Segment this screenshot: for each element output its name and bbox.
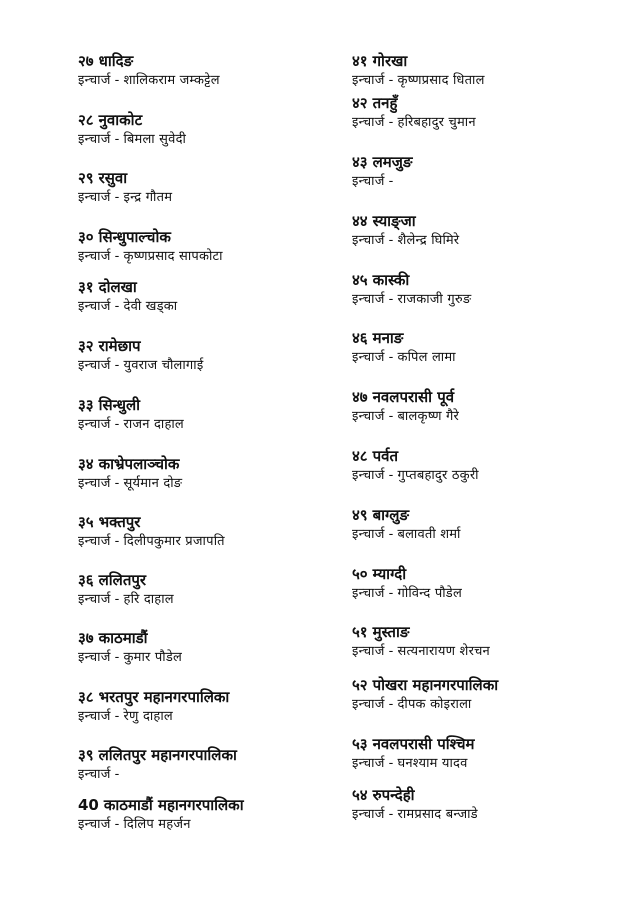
separator: - — [388, 527, 394, 542]
incharge-line — [352, 72, 632, 90]
district-number: ४५ — [352, 271, 368, 289]
district-number: ३९ — [78, 746, 94, 764]
incharge-line — [352, 349, 632, 367]
district-heading — [352, 271, 632, 290]
incharge-label: इन्चार्ज — [352, 586, 385, 601]
district-entry — [78, 455, 358, 493]
separator: - — [114, 650, 120, 665]
separator: - — [114, 817, 120, 832]
district-name: धादिङ — [98, 52, 134, 70]
district-number: २८ — [78, 111, 94, 129]
district-name: मुस्ताङ — [372, 623, 410, 641]
incharge-name: घनश्याम यादव — [397, 756, 468, 771]
separator: - — [388, 174, 394, 189]
district-name: तनहुँ — [372, 94, 398, 112]
incharge-label: इन्चार्ज — [78, 709, 111, 724]
district-heading — [352, 212, 632, 231]
district-name: म्याग्दी — [372, 565, 407, 583]
incharge-line — [78, 72, 358, 90]
district-entry — [352, 447, 632, 485]
district-heading — [352, 388, 632, 407]
district-name: सिन्धुली — [98, 396, 141, 414]
district-heading — [352, 94, 632, 113]
district-name: कास्की — [372, 271, 410, 289]
incharge-name: दिलिप महर्जन — [123, 817, 191, 832]
district-number: ३२ — [78, 337, 94, 355]
district-number: ४६ — [352, 329, 368, 347]
district-name: ललितपुर महानगरपालिका — [98, 746, 237, 764]
incharge-line — [352, 526, 632, 544]
district-entry — [78, 169, 358, 207]
incharge-line — [78, 649, 358, 667]
separator: - — [114, 299, 120, 314]
district-entry — [78, 337, 358, 375]
incharge-line — [352, 755, 632, 773]
district-number: ३६ — [78, 571, 94, 589]
district-name: बाग्लुङ — [372, 506, 409, 524]
district-heading — [352, 52, 632, 71]
district-heading — [352, 735, 632, 754]
separator: - — [114, 132, 120, 147]
district-entry — [78, 111, 358, 149]
separator: - — [388, 807, 394, 822]
incharge-line — [352, 173, 632, 191]
district-name: काभ्रेपलाञ्चोक — [98, 455, 180, 473]
incharge-label: इन्चार्ज — [352, 292, 385, 307]
incharge-label: इन्चार्ज — [352, 350, 385, 365]
district-number: ४१ — [352, 52, 368, 70]
district-name: भक्तपुर — [98, 513, 141, 531]
district-number: ३५ — [78, 513, 94, 531]
district-heading — [352, 676, 632, 695]
district-number: ४७ — [352, 388, 368, 406]
district-entry — [78, 746, 358, 784]
district-entry — [352, 735, 632, 773]
incharge-name: बिमला सुवेदी — [123, 132, 187, 147]
incharge-name: बलावती शर्मा — [397, 527, 461, 542]
separator: - — [388, 586, 394, 601]
district-number: ३० — [78, 228, 94, 246]
incharge-name: राजन दाहाल — [123, 417, 184, 432]
district-heading — [78, 746, 358, 765]
incharge-label: इन्चार्ज — [352, 174, 385, 189]
separator: - — [388, 756, 394, 771]
district-number: ५० — [352, 565, 368, 583]
district-number: ४८ — [352, 447, 368, 465]
district-name: भरतपुर महानगरपालिका — [98, 688, 230, 706]
separator: - — [114, 592, 120, 607]
district-entry — [352, 329, 632, 367]
district-heading — [78, 52, 358, 71]
district-entry — [352, 565, 632, 603]
district-entry — [78, 629, 358, 667]
district-name: नवलपरासी पूर्व — [372, 388, 455, 406]
district-name: नवलपरासी पश्चिम — [372, 735, 475, 753]
district-entry — [352, 676, 632, 714]
separator: - — [114, 249, 120, 264]
district-heading — [78, 228, 358, 247]
incharge-label: इन्चार्ज — [78, 417, 111, 432]
incharge-name: शैलेन्द्र घिमिरे — [397, 233, 460, 248]
district-number: ५३ — [352, 735, 368, 753]
incharge-line — [78, 475, 358, 493]
right-column — [352, 0, 636, 899]
separator: - — [388, 233, 394, 248]
separator: - — [114, 534, 120, 549]
incharge-label: इन्चार्ज — [78, 817, 111, 832]
district-heading — [352, 153, 632, 172]
district-number: ४४ — [352, 212, 368, 230]
incharge-line — [78, 816, 358, 834]
incharge-label: इन्चार्ज — [78, 650, 111, 665]
district-name: गोरखा — [372, 52, 408, 70]
incharge-name: हरिबहादुर चुमान — [397, 115, 476, 130]
district-number: ५२ — [352, 676, 368, 694]
district-number: ३१ — [78, 278, 94, 296]
district-name: दोलखा — [98, 278, 137, 296]
district-name: पर्वत — [372, 447, 399, 465]
incharge-line — [352, 585, 632, 603]
district-number: ३७ — [78, 629, 94, 647]
district-name: स्याङ्जा — [372, 212, 416, 230]
district-heading — [78, 111, 358, 130]
left-column — [78, 0, 378, 899]
incharge-name: देवी खड्का — [123, 299, 178, 314]
district-entry — [78, 52, 358, 90]
separator: - — [388, 350, 394, 365]
district-name: लमजुङ — [372, 153, 413, 171]
incharge-label: इन्चार्ज — [352, 527, 385, 542]
district-name: ललितपुर — [98, 571, 147, 589]
district-entry — [352, 153, 632, 191]
district-heading — [78, 278, 358, 297]
incharge-name: हरि दाहाल — [123, 592, 174, 607]
incharge-line — [352, 408, 632, 426]
district-entry — [352, 94, 632, 132]
district-heading — [78, 337, 358, 356]
incharge-name: रेणु दाहाल — [123, 709, 173, 724]
incharge-line — [78, 357, 358, 375]
district-entry — [78, 513, 358, 551]
district-entry — [78, 571, 358, 609]
district-entry — [78, 396, 358, 434]
separator: - — [388, 409, 394, 424]
district-number: ४३ — [352, 153, 368, 171]
district-name: रामेछाप — [98, 337, 141, 355]
incharge-line — [78, 591, 358, 609]
incharge-name: सत्यनारायण शेरचन — [397, 644, 490, 659]
district-entry — [78, 228, 358, 266]
incharge-name: कुमार पौडेल — [123, 650, 182, 665]
district-heading — [78, 796, 358, 815]
incharge-label: इन्चार्ज — [78, 190, 111, 205]
incharge-label: इन्चार्ज — [78, 358, 111, 373]
incharge-name: इन्द्र गौतम — [123, 190, 173, 205]
incharge-line — [352, 114, 632, 132]
district-entry — [352, 271, 632, 309]
separator: - — [114, 767, 120, 782]
separator: - — [114, 417, 120, 432]
district-number: २७ — [78, 52, 94, 70]
separator: - — [114, 73, 120, 88]
district-number: ५४ — [352, 786, 368, 804]
incharge-name: बालकृष्ण गैरे — [397, 409, 460, 424]
incharge-label: इन्चार्ज — [78, 476, 111, 491]
district-entry — [352, 388, 632, 426]
incharge-label: इन्चार्ज — [78, 249, 111, 264]
separator: - — [388, 644, 394, 659]
incharge-label: इन्चार्ज — [352, 115, 385, 130]
separator: - — [114, 476, 120, 491]
district-number: ४२ — [352, 94, 368, 112]
incharge-label: इन्चार्ज — [352, 233, 385, 248]
district-name: मनाङ — [372, 329, 404, 347]
district-heading — [352, 623, 632, 642]
incharge-label: इन्चार्ज — [78, 534, 111, 549]
incharge-line — [78, 298, 358, 316]
incharge-line — [78, 131, 358, 149]
district-heading — [352, 447, 632, 466]
incharge-line — [78, 416, 358, 434]
district-name: नुवाकोट — [98, 111, 143, 129]
incharge-name: शालिकराम जम्कट्टेल — [123, 73, 220, 88]
separator: - — [114, 358, 120, 373]
incharge-label: इन्चार्ज — [352, 807, 385, 822]
district-number: ३८ — [78, 688, 94, 706]
incharge-line — [78, 533, 358, 551]
incharge-line — [78, 248, 358, 266]
incharge-line — [352, 696, 632, 714]
incharge-label: इन्चार्ज — [78, 767, 111, 782]
incharge-label: इन्चार्ज — [78, 592, 111, 607]
incharge-label: इन्चार्ज — [352, 644, 385, 659]
incharge-label: इन्चार्ज — [352, 73, 385, 88]
separator: - — [388, 292, 394, 307]
district-heading — [352, 565, 632, 584]
incharge-label: इन्चार्ज — [78, 299, 111, 314]
district-heading — [78, 396, 358, 415]
district-entry — [352, 623, 632, 661]
district-name: सिन्धुपाल्चोक — [98, 228, 171, 246]
district-entry — [78, 688, 358, 726]
incharge-name: कृष्णप्रसाद धिताल — [397, 73, 485, 88]
district-number: ५१ — [352, 623, 368, 641]
separator: - — [388, 697, 394, 712]
separator: - — [388, 468, 394, 483]
district-number: 40 — [78, 796, 99, 814]
district-heading — [352, 506, 632, 525]
district-number: ३३ — [78, 396, 94, 414]
separator: - — [388, 73, 394, 88]
district-name: काठमाडौं महानगरपालिका — [103, 796, 244, 814]
incharge-name: रामप्रसाद बन्जाडे — [397, 807, 478, 822]
district-heading — [352, 786, 632, 805]
incharge-line — [352, 291, 632, 309]
incharge-line — [78, 189, 358, 207]
incharge-label: इन्चार्ज — [78, 73, 111, 88]
district-name: पोखरा महानगरपालिका — [372, 676, 499, 694]
district-heading — [352, 329, 632, 348]
incharge-name: दीपक कोइराला — [397, 697, 472, 712]
incharge-label: इन्चार्ज — [352, 756, 385, 771]
district-number: ४९ — [352, 506, 368, 524]
district-heading — [78, 169, 358, 188]
incharge-name: युवराज चौलागाई — [123, 358, 204, 373]
district-heading — [78, 571, 358, 590]
district-entry — [352, 52, 632, 90]
district-heading — [78, 629, 358, 648]
district-name: रसुवा — [98, 169, 128, 187]
incharge-name: कृष्णप्रसाद सापकोटा — [123, 249, 223, 264]
district-entry — [352, 212, 632, 250]
district-entry — [78, 796, 358, 834]
district-number: २९ — [78, 169, 94, 187]
incharge-name: कपिल लामा — [397, 350, 456, 365]
incharge-label: इन्चार्ज — [352, 409, 385, 424]
incharge-line — [352, 467, 632, 485]
separator: - — [114, 190, 120, 205]
district-heading — [78, 688, 358, 707]
district-entry — [78, 278, 358, 316]
district-entry — [352, 786, 632, 824]
incharge-line — [352, 643, 632, 661]
district-entry — [352, 506, 632, 544]
incharge-name: राजकाजी गुरुङ — [397, 292, 472, 307]
incharge-line — [352, 232, 632, 250]
incharge-name: गुप्तबहादुर ठकुरी — [397, 468, 479, 483]
incharge-label: इन्चार्ज — [78, 132, 111, 147]
incharge-label: इन्चार्ज — [352, 697, 385, 712]
incharge-line — [78, 708, 358, 726]
incharge-label: इन्चार्ज — [352, 468, 385, 483]
district-number: ३४ — [78, 455, 94, 473]
incharge-name: दिलीपकुमार प्रजापति — [123, 534, 225, 549]
separator: - — [114, 709, 120, 724]
separator: - — [388, 115, 394, 130]
district-name: काठमाडौं — [98, 629, 148, 647]
incharge-name: गोविन्द पौडेल — [397, 586, 462, 601]
district-heading — [78, 455, 358, 474]
incharge-line — [78, 766, 358, 784]
incharge-line — [352, 806, 632, 824]
district-name: रुपन्देही — [372, 786, 415, 804]
incharge-name: सूर्यमान दोङ — [123, 476, 183, 491]
district-heading — [78, 513, 358, 532]
